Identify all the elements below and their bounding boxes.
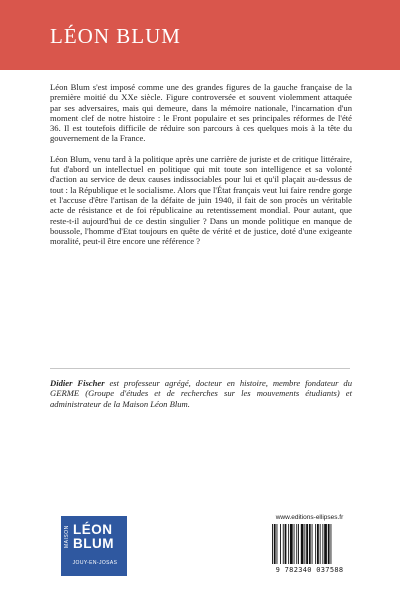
author-name: Didier Fischer xyxy=(50,378,105,388)
barcode-icon xyxy=(270,524,350,566)
logo-place: JOUY-EN-JOSAS xyxy=(72,560,118,566)
logo-line-1: LÉON xyxy=(73,522,113,537)
logo-line-2: BLUM xyxy=(73,536,114,551)
barcode-box xyxy=(262,514,357,576)
summary-paragraph-2: Léon Blum, venu tard à la politique après une carrière de juriste et de critique littéraire, fut d'abord un intellectuel en politique qui mit toute son intelligence et sa volonté d'action au service de deux causes indissociables pour lui et qu'il plaçait au-dessus de tout : la République et le socialisme. Alors que l'État français veut lui faire rendre gorge et l'accuse d'être l'artisan de la défaite de juin 1940, il fait de son procès un véritable acte de résistance et de foi républicaine au retentissement mondial. Pour autant, que reste-t-il aujourd'hui de ce destin singulier ? Dans un monde politique en manque de boussole, l'homme d'Etat toujours en quête de vérité et de justice, doté d'une exigeante moralité, peut-il être encore une référence ? xyxy=(50,153,352,247)
summary-text xyxy=(50,82,352,256)
divider-line xyxy=(50,368,350,369)
title-band xyxy=(0,0,400,70)
author-bio-text: est professeur agrégé, docteur en histoire, membre fondateur du GERME (Groupe d'études et de recherches sur les mouvements étudiants) et administrateur de la Maison Léon Blum. xyxy=(50,378,352,409)
author-bio xyxy=(50,378,352,409)
logo-vertical-text: MAISON xyxy=(64,525,70,548)
isbn-digits: 9 782340 037588 xyxy=(275,566,344,574)
book-title: LÉON BLUM xyxy=(50,24,181,48)
maison-leon-blum-logo xyxy=(61,516,127,576)
summary-paragraph-1: Léon Blum s'est imposé comme une des grandes figures de la gauche française de la première moitié du XXe siècle. Figure controversée et souvent violemment attaquée par ses adversaires, mais qui demeure, dans la mémoire nationale, l'incarnation d'un moment clef de notre histoire : le Front populaire et ses principales réformes de l'été 36. Il est toutefois difficile de réduire son parcours à ces quelques mois à la tête du gouvernement de la France. xyxy=(50,82,352,144)
publisher-url: www.editions-ellipses.fr xyxy=(275,514,344,521)
